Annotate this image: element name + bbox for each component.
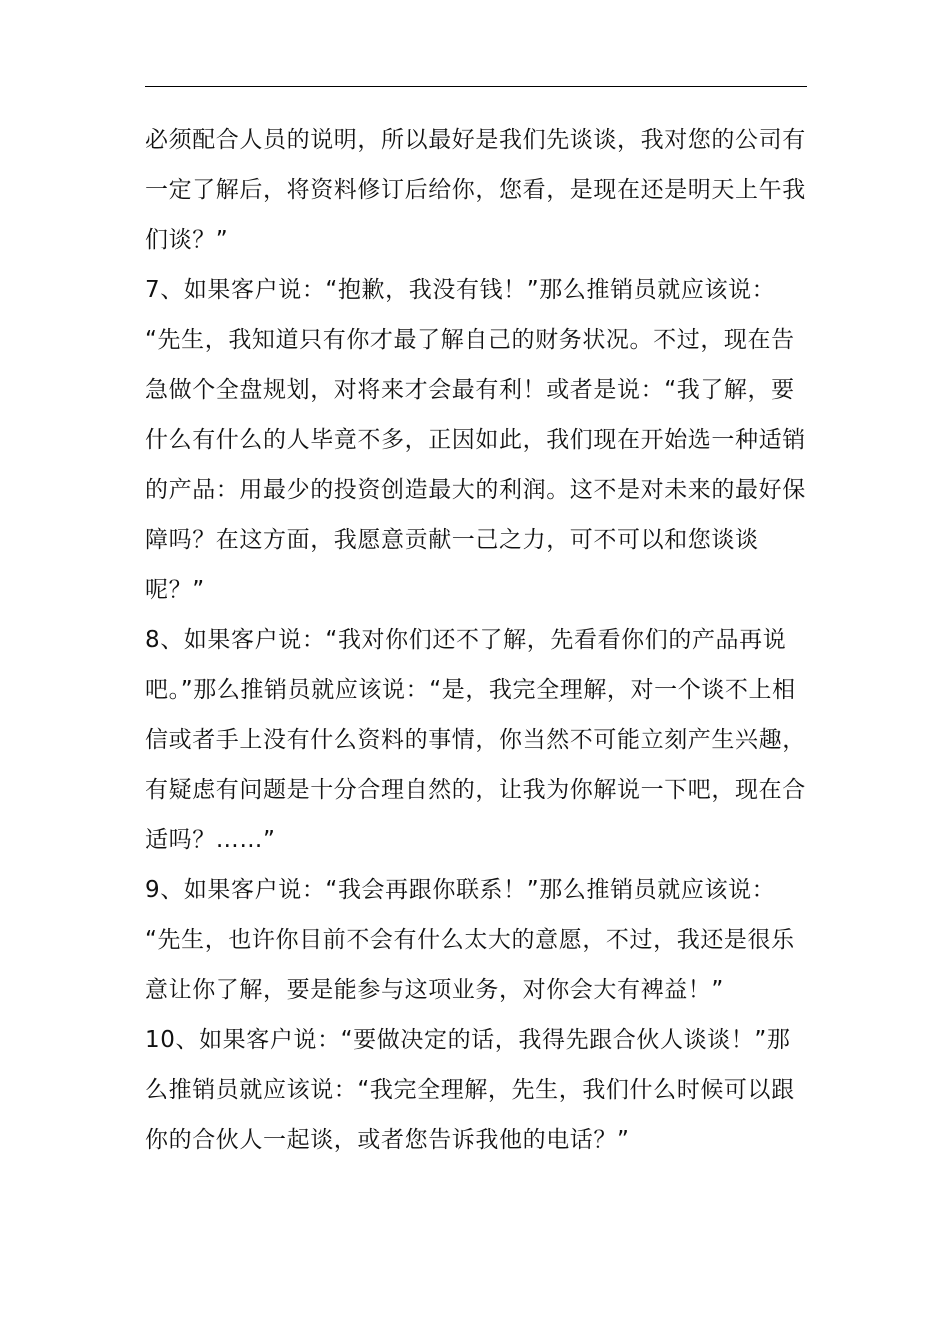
item-8-line: 8、如果客户说：“我对你们还不了解，先看看你们的产品再说: [145, 627, 787, 653]
text-line: 障吗？在这方面，我愿意贡献一己之力，可不可以和您谈谈: [145, 527, 759, 553]
text-line: “先生，也许你目前不会有什么太大的意愿，不过，我还是很乐: [145, 927, 795, 953]
text-line: 你的合伙人一起谈，或者您告诉我他的电话？”: [145, 1127, 630, 1153]
text-line: 有疑虑有问题是十分合理自然的，让我为你解说一下吧，现在合: [145, 777, 806, 803]
item-7-line: 7、如果客户说：“抱歉，我没有钱！”那么推销员就应该说：: [145, 277, 776, 303]
document-body: [145, 115, 810, 1165]
text-line: 的产品：用最少的投资创造最大的利润。这不是对未来的最好保: [145, 477, 806, 503]
text-line: 信或者手上没有什么资料的事情，你当然不可能立刻产生兴趣，: [145, 727, 806, 753]
text-line: 什么有什么的人毕竟不多，正因如此，我们现在开始选一种适销: [145, 427, 806, 453]
text-line: 呢？”: [145, 577, 205, 603]
text-line: 急做个全盘规划，对将来才会最有利！或者是说：“我了解，要: [145, 377, 795, 403]
item-9-line: 9、如果客户说：“我会再跟你联系！”那么推销员就应该说：: [145, 877, 776, 903]
text-line: 必须配合人员的说明，所以最好是我们先谈谈，我对您的公司有: [145, 127, 806, 153]
text-line: 们谈？”: [145, 227, 229, 253]
text-line: 意让你了解，要是能参与这项业务，对你会大有裨益！”: [145, 977, 724, 1003]
text-line: “先生，我知道只有你才最了解自己的财务状况。不过，现在告: [145, 327, 795, 353]
item-10-line: 10、如果客户说：“要做决定的话，我得先跟合伙人谈谈！”那: [145, 1027, 791, 1053]
text-line: 吧。”那么推销员就应该说：“是，我完全理解，对一个谈不上相: [145, 677, 796, 703]
text-line: 么推销员就应该说：“我完全理解，先生，我们什么时候可以跟: [145, 1077, 795, 1103]
header-rule: [145, 86, 807, 87]
text-line: 适吗？……”: [145, 827, 276, 853]
text-line: 一定了解后，将资料修订后给你，您看，是现在还是明天上午我: [145, 177, 806, 203]
